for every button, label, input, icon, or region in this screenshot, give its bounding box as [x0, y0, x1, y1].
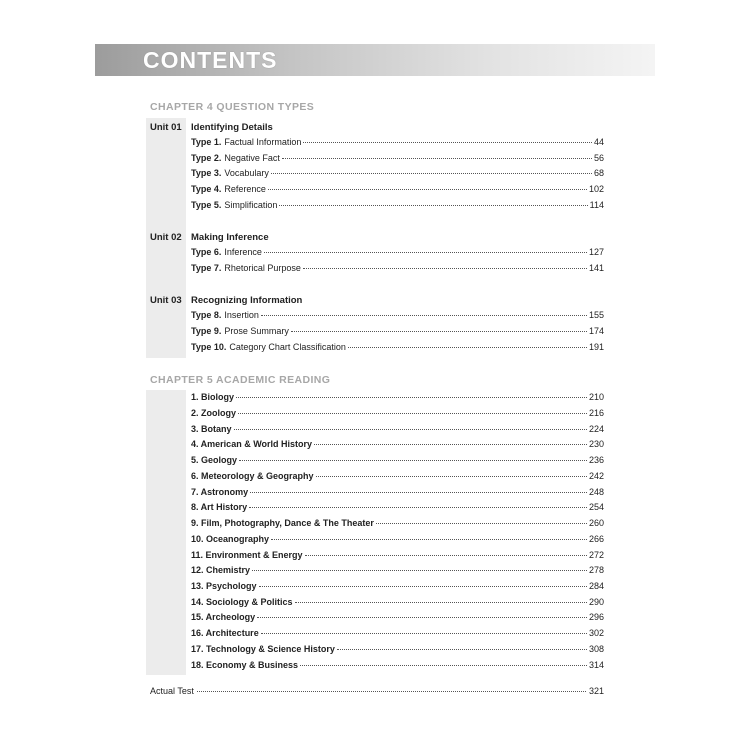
entry-page: 155 — [588, 310, 604, 320]
entry-page: 68 — [593, 168, 604, 178]
leader-dots — [249, 506, 587, 508]
chapter-5-heading: CHAPTER 5 ACADEMIC READING — [150, 374, 331, 386]
entry-page: 242 — [588, 471, 604, 481]
contents-title: CONTENTS — [143, 47, 278, 73]
leader-dots — [252, 569, 587, 571]
entry-page: 191 — [588, 342, 604, 352]
entry-label: Simplification — [224, 200, 278, 210]
entry-page: 224 — [588, 424, 604, 434]
entry-type: Type 2. — [191, 153, 222, 163]
entry-page: 236 — [588, 455, 604, 465]
entry-label: Inference — [224, 247, 262, 257]
leader-dots — [305, 554, 587, 556]
leader-dots — [268, 188, 587, 190]
entry-type: Type 7. — [191, 263, 222, 273]
leader-dots — [261, 314, 587, 316]
leader-dots — [337, 648, 587, 650]
entry-page: 114 — [589, 200, 604, 210]
entry-page: 296 — [588, 612, 604, 622]
entry-label: Reference — [224, 184, 266, 194]
toc-entry[interactable] — [191, 167, 604, 180]
entry-page: 284 — [588, 581, 604, 591]
leader-dots — [291, 330, 587, 332]
entry-label: 13. Psychology — [191, 581, 257, 591]
entry-page: 314 — [588, 660, 604, 670]
entry-label: 1. Biology — [191, 392, 235, 402]
entry-type: Type 3. — [191, 168, 222, 178]
chapter-5-column-shade — [146, 390, 186, 675]
leader-dots — [236, 396, 587, 398]
toc-entry[interactable] — [191, 199, 604, 212]
toc-entry[interactable] — [191, 183, 604, 196]
entry-page: 230 — [588, 439, 604, 449]
entry-label: 2. Zoology — [191, 408, 236, 418]
entry-label: 6. Meteorology & Geography — [191, 471, 314, 481]
leader-dots — [303, 141, 592, 143]
entry-type: Type 6. — [191, 247, 222, 257]
entry-page: 302 — [588, 628, 604, 638]
toc-entry[interactable] — [191, 423, 604, 436]
leader-dots — [376, 522, 587, 524]
leader-dots — [282, 157, 592, 159]
unit-03-title: Recognizing Information — [191, 295, 303, 306]
entry-label: 16. Architecture — [191, 628, 259, 638]
toc-entry[interactable] — [191, 391, 604, 404]
leader-dots — [234, 428, 587, 430]
toc-entry[interactable] — [191, 659, 604, 672]
entry-label: Factual Information — [224, 137, 302, 147]
entry-page: 56 — [593, 153, 604, 163]
toc-entry[interactable] — [191, 246, 604, 259]
entry-label: 18. Economy & Business — [191, 660, 299, 670]
entry-label: 17. Technology & Science History — [191, 644, 335, 654]
entry-page: 266 — [588, 534, 604, 544]
leader-dots — [238, 412, 587, 414]
contents-banner — [95, 44, 655, 76]
toc-entry[interactable] — [191, 517, 604, 530]
leader-dots — [316, 475, 587, 477]
leader-dots — [264, 251, 587, 253]
toc-entry[interactable] — [191, 136, 604, 149]
toc-entry[interactable] — [191, 262, 604, 275]
leader-dots — [257, 616, 587, 618]
unit-03-label: Unit 03 — [150, 295, 182, 306]
entry-type: Type 10. — [191, 342, 227, 352]
toc-entry[interactable] — [191, 470, 604, 483]
toc-entry[interactable] — [191, 643, 604, 656]
toc-entry[interactable] — [191, 325, 604, 338]
unit-02-title: Making Inference — [191, 232, 269, 243]
entry-label: 9. Film, Photography, Dance & The Theater — [191, 518, 374, 528]
leader-dots — [271, 538, 587, 540]
entry-page: 254 — [588, 502, 604, 512]
actual-test-entry[interactable] — [150, 685, 604, 698]
entry-label: Negative Fact — [224, 153, 280, 163]
entry-page: 127 — [588, 247, 604, 257]
leader-dots — [295, 601, 587, 603]
entry-label: 8. Art History — [191, 502, 248, 512]
entry-label: Prose Summary — [224, 326, 289, 336]
entry-page: 174 — [588, 326, 604, 336]
entry-page: 44 — [593, 137, 604, 147]
entry-page: 278 — [588, 565, 604, 575]
toc-entry[interactable] — [191, 580, 604, 593]
entry-label: 4. American & World History — [191, 439, 313, 449]
leader-dots — [303, 267, 587, 269]
unit-01-title: Identifying Details — [191, 122, 273, 133]
leader-dots — [239, 459, 587, 461]
toc-entry[interactable] — [191, 309, 604, 322]
toc-entry[interactable] — [191, 564, 604, 577]
leader-dots — [250, 491, 587, 493]
toc-entry[interactable] — [191, 454, 604, 467]
entry-label: 7. Astronomy — [191, 487, 249, 497]
entry-label: Insertion — [224, 310, 259, 320]
toc-entry[interactable] — [191, 341, 604, 354]
entry-label: 5. Geology — [191, 455, 238, 465]
entry-type: Type 9. — [191, 326, 222, 336]
unit-01-label: Unit 01 — [150, 122, 182, 133]
entry-label: 12. Chemistry — [191, 565, 251, 575]
leader-dots — [279, 204, 587, 206]
unit-02-label: Unit 02 — [150, 232, 182, 243]
entry-page: 290 — [588, 597, 604, 607]
entry-page: 141 — [588, 263, 604, 273]
entry-label: Category Chart Classification — [229, 342, 346, 352]
toc-entry[interactable] — [191, 549, 604, 562]
entry-type: Type 4. — [191, 184, 222, 194]
leader-dots — [348, 346, 587, 348]
toc-entry[interactable] — [191, 438, 604, 451]
leader-dots — [314, 443, 587, 445]
entry-label: Vocabulary — [224, 168, 269, 178]
leader-dots — [261, 632, 587, 634]
leader-dots — [197, 691, 586, 692]
toc-entry[interactable] — [191, 152, 604, 165]
entry-label: 10. Oceanography — [191, 534, 270, 544]
entry-page: 260 — [588, 518, 604, 528]
entry-label: 14. Sociology & Politics — [191, 597, 293, 607]
entry-page: 272 — [588, 550, 604, 560]
toc-entry[interactable] — [191, 486, 604, 499]
entry-page: 308 — [588, 644, 604, 654]
entry-page: 248 — [588, 487, 604, 497]
entry-label: 3. Botany — [191, 424, 232, 434]
toc-entry[interactable] — [191, 627, 604, 640]
toc-entry[interactable] — [191, 596, 604, 609]
chapter-4-heading: CHAPTER 4 QUESTION TYPES — [150, 101, 315, 113]
actual-test-label: Actual Test — [150, 686, 194, 696]
entry-page: 210 — [588, 392, 604, 402]
leader-dots — [300, 664, 587, 666]
toc-entry[interactable] — [191, 407, 604, 420]
actual-test-page: 321 — [588, 686, 604, 696]
entry-page: 102 — [588, 184, 604, 194]
toc-entry[interactable] — [191, 611, 604, 624]
entry-page: 216 — [588, 408, 604, 418]
entry-type: Type 8. — [191, 310, 222, 320]
entry-label: Rhetorical Purpose — [224, 263, 301, 273]
leader-dots — [259, 585, 587, 587]
entry-label: 11. Environment & Energy — [191, 550, 303, 560]
toc-entry[interactable] — [191, 533, 604, 546]
entry-label: 15. Archeology — [191, 612, 256, 622]
toc-entry[interactable] — [191, 501, 604, 514]
entry-type: Type 1. — [191, 137, 222, 147]
leader-dots — [271, 172, 592, 174]
entry-type: Type 5. — [191, 200, 222, 210]
